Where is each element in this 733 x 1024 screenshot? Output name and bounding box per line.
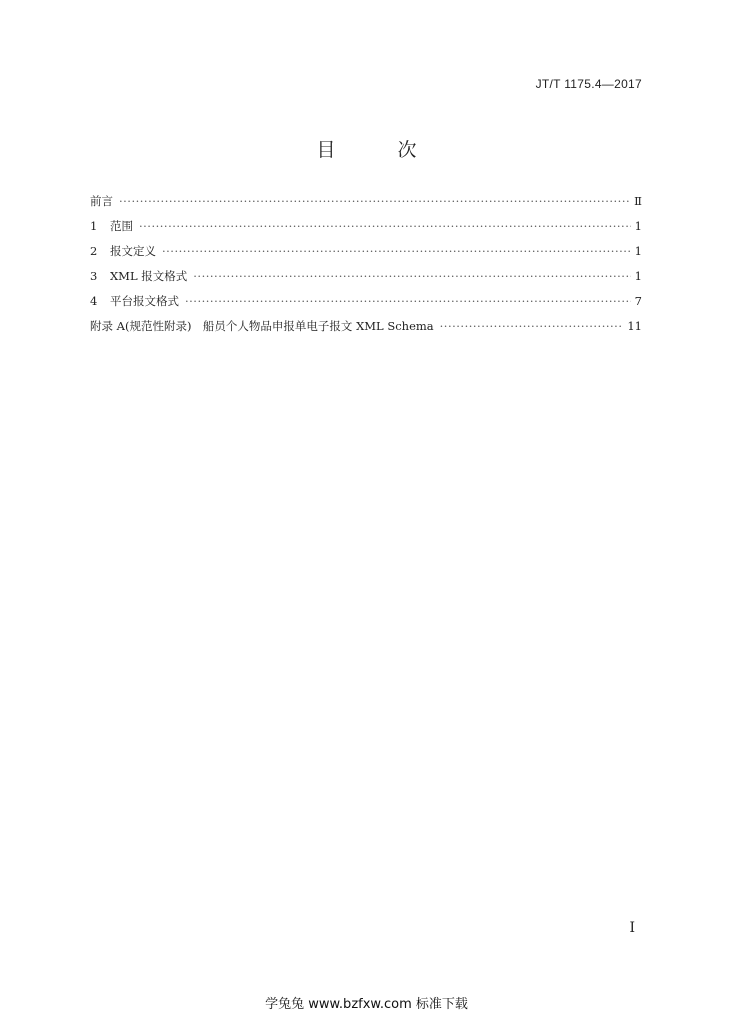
toc-title: 目 次 xyxy=(316,139,445,161)
toc-entry-xml-format[interactable] xyxy=(90,268,642,293)
toc-entry-label: 前言 xyxy=(90,194,113,208)
toc-entry-page: 1 xyxy=(634,244,642,258)
toc-entry-page: Ⅱ xyxy=(634,194,642,208)
toc-entry-number: 1 xyxy=(90,219,98,233)
toc-entry-page: 1 xyxy=(634,219,642,233)
toc-leader-dots xyxy=(119,194,630,208)
toc-entry-label: 平台报文格式 xyxy=(110,294,179,308)
toc-entry-page: 11 xyxy=(627,319,642,333)
toc-entry-annex-a[interactable] xyxy=(90,318,642,343)
toc-leader-dots xyxy=(139,219,631,233)
toc-entry-page: 7 xyxy=(634,294,642,308)
toc-entry-foreword[interactable] xyxy=(90,193,642,218)
toc-leader-dots xyxy=(162,244,631,258)
toc-entry-platform-format[interactable] xyxy=(90,293,642,318)
standard-number: JT/T 1175.4—2017 xyxy=(535,77,642,91)
toc-entry-label: 报文定义 xyxy=(110,244,156,258)
footer-watermark: 学兔兔 www.bzfxw.com 标准下载 xyxy=(265,997,468,1012)
toc-entry-scope[interactable] xyxy=(90,218,642,243)
toc-leader-dots xyxy=(193,269,630,283)
toc-leader-dots xyxy=(440,319,624,333)
toc-entry-page: 1 xyxy=(634,269,642,283)
toc-entry-message-definition[interactable] xyxy=(90,243,642,268)
toc-entry-label: 范围 xyxy=(110,219,133,233)
toc-entry-label: XML 报文格式 xyxy=(110,269,188,283)
toc-entry-number: 2 xyxy=(90,244,98,258)
toc-leader-dots xyxy=(185,294,631,308)
toc-entry-label: 附录 A(规范性附录) 船员个人物品申报单电子报文 XML Schema xyxy=(90,319,434,333)
toc-entry-number: 3 xyxy=(90,269,98,283)
toc-entry-number: 4 xyxy=(90,294,98,308)
table-of-contents xyxy=(90,193,642,343)
page-number: Ⅰ xyxy=(629,920,635,936)
